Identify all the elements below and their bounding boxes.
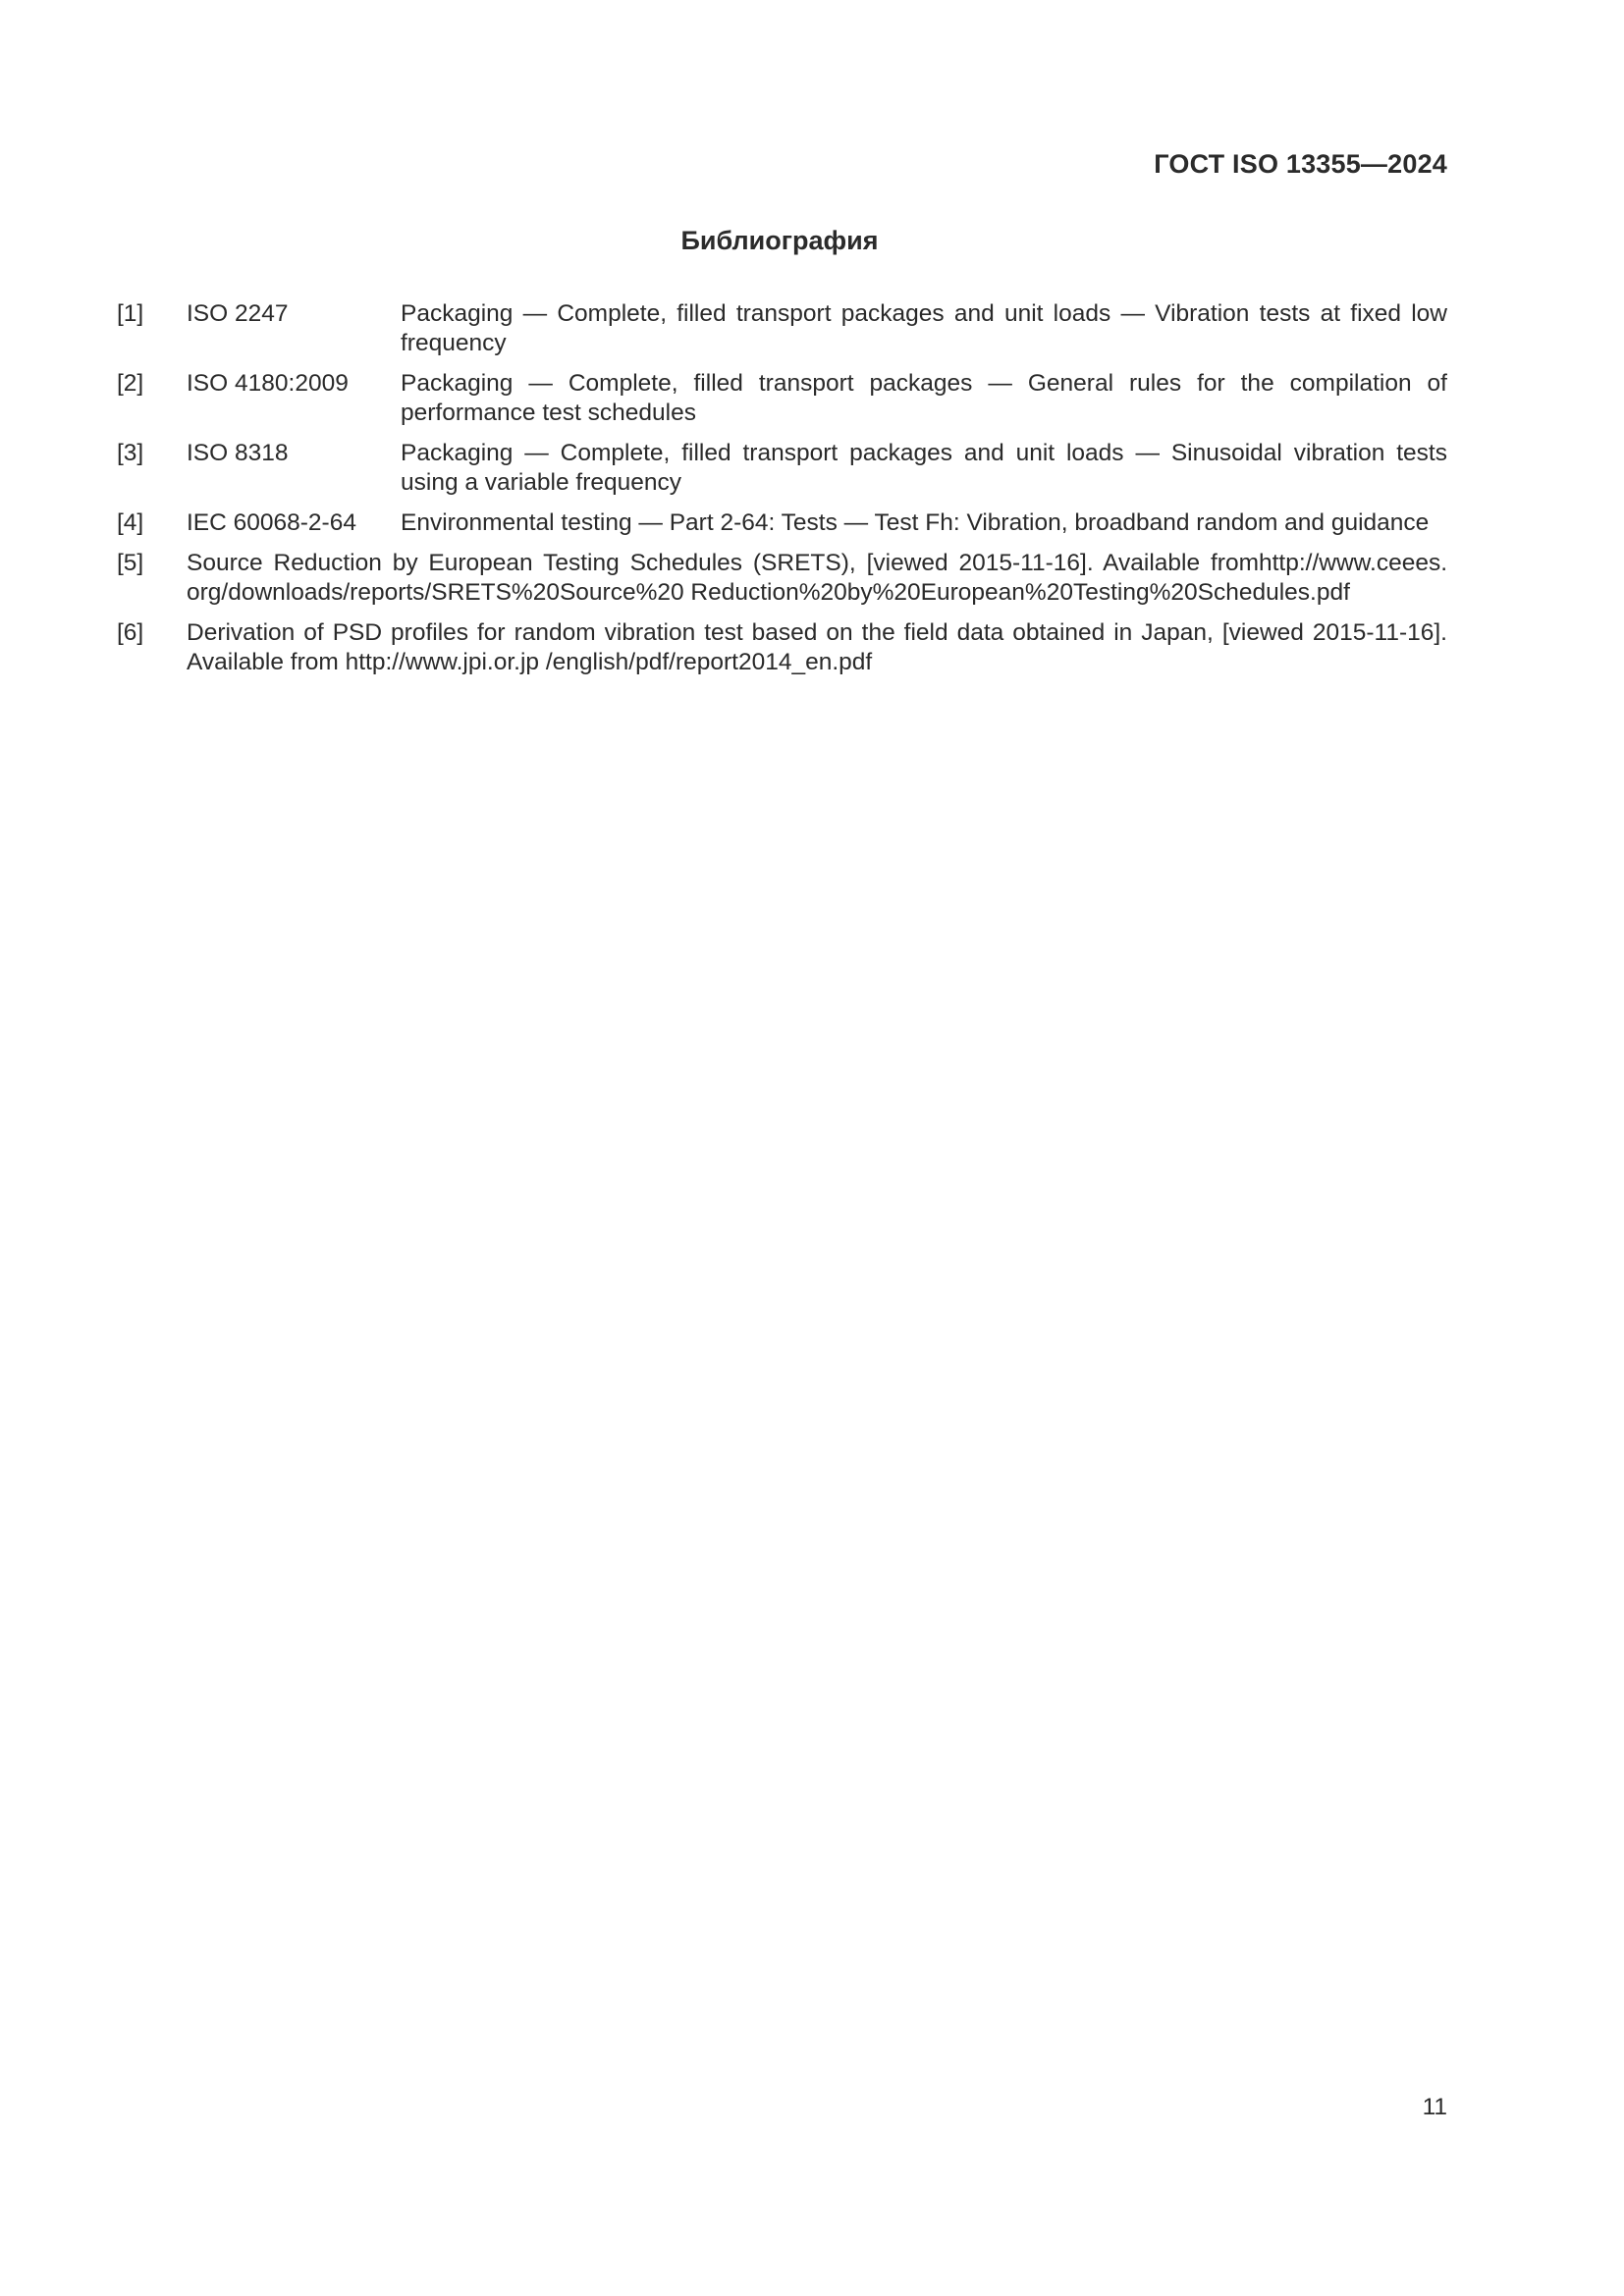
bibliography-heading: Библиография: [680, 226, 879, 255]
reference-item-3: [117, 439, 1447, 498]
document-code: ГОСТ ISO 13355—2024: [1154, 149, 1447, 179]
reference-title: Packaging — Complete, filled transport packages — General rules for the compilation of performance test schedules: [401, 370, 1447, 426]
page-number: 11: [1422, 2094, 1447, 2120]
reference-link-line: org/downloads/reports/SRETS%20Source%20 Reduction%20by%20European%20Testing%20Schedules.pdf: [187, 579, 1350, 606]
reference-title: Packaging — Complete, filled transport packages and unit loads — Sinusoidal vibration tests using a variable frequency: [401, 440, 1447, 496]
reference-code: ISO 2247: [187, 300, 289, 327]
reference-item-1: [117, 299, 1447, 358]
reference-number: [6]: [117, 619, 144, 646]
reference-text-line: Derivation of PSD profiles for random vibration test based on the field data obtained in Japan, [viewed 2015-11-16].: [187, 619, 1447, 646]
reference-text: [187, 618, 1447, 677]
reference-item-6: [117, 618, 1447, 677]
reference-code: ISO 8318: [187, 440, 289, 466]
reference-number: [3]: [117, 440, 144, 466]
reference-code: IEC 60068-2-64: [187, 509, 356, 536]
reference-item-5: [117, 549, 1447, 608]
reference-text: [187, 549, 1447, 608]
reference-number: [5]: [117, 550, 144, 576]
reference-item-4: [117, 508, 1447, 538]
reference-title: Packaging — Complete, filled transport packages and unit loads — Vibration tests at fixed low frequency: [401, 300, 1447, 356]
reference-link-line: Available from http://www.jpi.or.jp /english/pdf/report2014_en.pdf: [187, 649, 873, 675]
reference-text-line: Source Reduction by European Testing Schedules (SRETS), [viewed 2015-11-16]. Available fromhttp://www.ceees.: [187, 550, 1447, 576]
reference-number: [2]: [117, 370, 144, 397]
reference-item-2: [117, 369, 1447, 428]
reference-number: [4]: [117, 509, 144, 536]
reference-code: ISO 4180:2009: [187, 370, 349, 397]
bibliography-list: [117, 299, 1447, 688]
reference-number: [1]: [117, 300, 144, 327]
reference-title: Environmental testing — Part 2-64: Tests — Test Fh: Vibration, broadband random and guidance: [401, 509, 1430, 536]
